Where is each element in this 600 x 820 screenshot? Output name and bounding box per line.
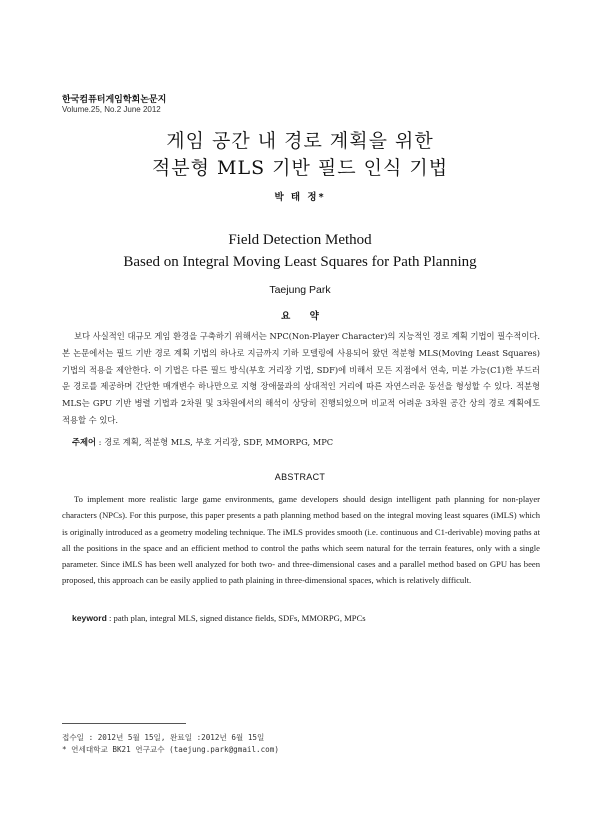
english-abstract-heading: ABSTRACT xyxy=(274,472,326,482)
korean-keywords xyxy=(72,436,532,448)
footnote-received: 접수일 : 2012년 5월 15일, 완료일 :2012년 6월 15일 xyxy=(62,733,265,742)
journal-name: 한국컴퓨터게임학회논문지 xyxy=(62,94,167,104)
title-english-line-2: Based on Integral Moving Least Squares for Path Planning xyxy=(123,254,477,270)
title-korean-line-2: 적분형 MLS 기반 필드 인식 기법 xyxy=(151,157,449,179)
korean-keywords-label: 주제어 xyxy=(72,437,97,447)
title-korean-line-1: 게임 공간 내 경로 계획을 위한 xyxy=(166,130,434,152)
journal-volume: Volume.25, No.2 June 2012 xyxy=(62,105,161,114)
author-korean: 박 태 정* xyxy=(274,192,326,203)
korean-abstract-heading: 요 약 xyxy=(281,311,327,322)
english-keywords-list: : path plan, integral MLS, signed distance fields, SDFs, MMORPG, MPCs xyxy=(106,613,366,623)
footnote-divider xyxy=(62,723,186,724)
english-keywords-label: keyword xyxy=(72,613,107,623)
english-abstract-body: To implement more realistic large game environments, game developers should design intelligent path planning for non-player characters (NPCs). For this purpose, this paper presents a path planning method based on the integral moving least squares (iMLS) which is originally introduced as a geometry modeling technique. The iMLS provides smooth (i.e. continuous and C1-derivable) moving paths at all the positions in the space and an efficient method to control the paths which seem natural for the terrain features, only with a single parameter. Since iMLS has been well analyzed for both two- and three-dimensional cases and a parallel method based on GPU has been proposed, this approach can be easily applied to path plaining in three-dimensional spaces, which is relatively difficult. xyxy=(62,494,540,586)
title-english-line-1: Field Detection Method xyxy=(228,232,372,248)
author-english: Taejung Park xyxy=(269,284,331,296)
english-keywords xyxy=(72,613,532,623)
footnote-affiliation: * 연세대학교 BK21 연구교수 (taejung.park@gmail.com) xyxy=(62,745,279,754)
korean-keywords-list: : 경로 계획, 적분형 MLS, 부호 거리장, SDF, MMORPG, MPC xyxy=(96,437,334,447)
korean-abstract-body: 보다 사실적인 대규모 게임 환경을 구축하기 위해서는 NPC(Non-Player Character)의 지능적인 경로 계획 기법이 필수적이다. 본 논문에서는 필드 기반 경로 계획 기법의 하나로 지금까지 기하 모델링에 사용되어 왔던 적분형 MLS(Moving Least Squares) 기법의 적용을 제안한다. 이 기법은 다른 필드 방식(부호 거리장 기법, SDF)에 비해서 모든 지점에서 연속, 미분 가능(C1)한 부드러운 경로를 제공하며 간단한 매개변수 하나만으로 지형 장애물과의 상대적인 거리에 따른 자연스러운 동선을 형성할 수 있다. 적분형 MLS는 GPU 기반 병렬 기법과 2차원 및 3차원에서의 해석이 상당히 진행되었으며 비교적 어려운 3차원 공간 상의 경로 계획에도 적용할 수 있다. xyxy=(62,331,540,425)
